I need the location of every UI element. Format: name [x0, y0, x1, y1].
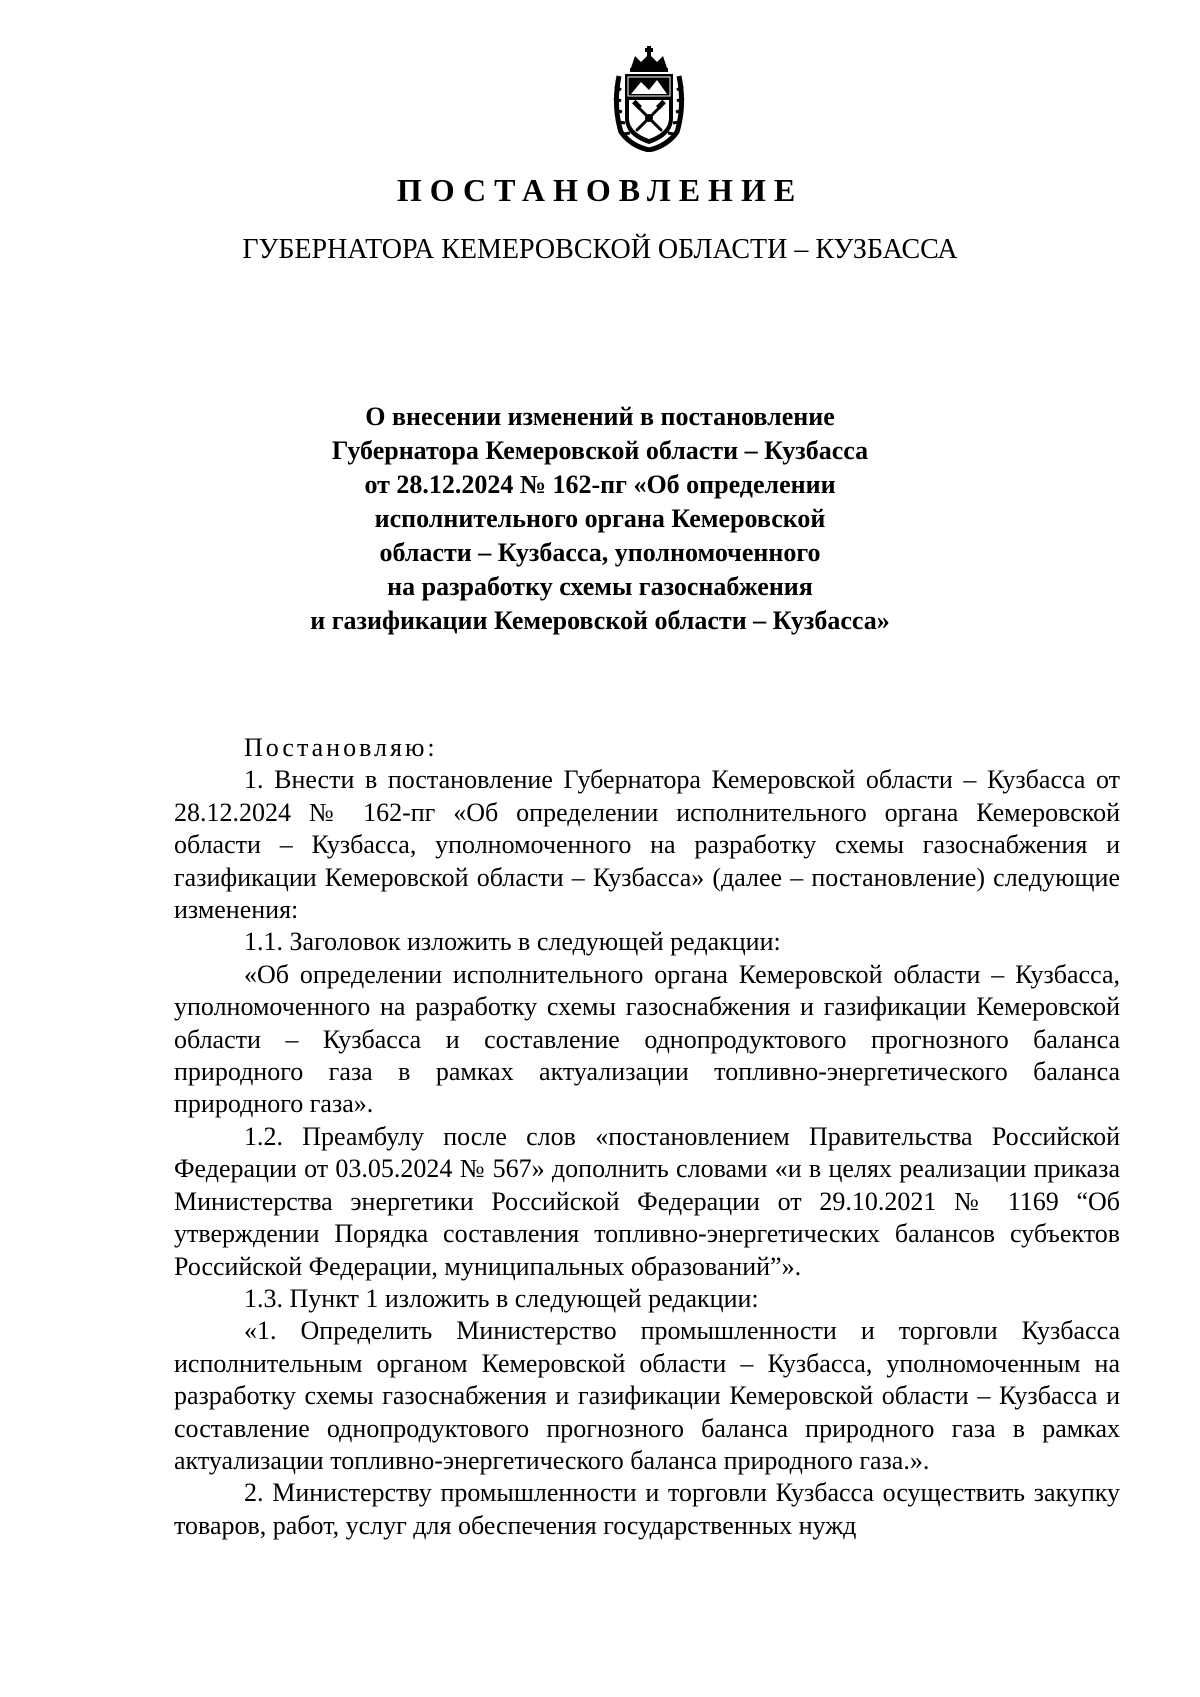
title-line: от 28.12.2024 № 162-пг «Об определении: [364, 470, 836, 499]
body-paragraph: 2. Министерству промышленности и торговли Кузбасса осуществить закупку товаров, работ, услуг для обеспечения государственных нужд: [174, 1478, 1120, 1540]
body-paragraph: 1.1. Заголовок изложить в следующей редакции:: [244, 927, 781, 957]
kuzbass-coat-of-arms-icon: [611, 46, 687, 152]
title-line: О внесении изменений в постановление: [365, 402, 835, 431]
document-title: [300, 400, 900, 638]
body-paragraph: «Об определении исполнительного органа Кемеровской области – Кузбасса, уполномоченного на разработку схемы газоснабжения и газификации Кемеровской области – Кузбасса и составление однопродуктового прогнозного баланса природного газа в рамках актуализации топливно-энергетического баланса природного газа».: [174, 959, 1120, 1119]
body-paragraph: 1. Внести в постановление Губернатора Кемеровской области – Кузбасса от 28.12.2024 № 162-пг «Об определении исполнительного органа Кемеровской области – Кузбасса, уполномоченного на разработку схемы газоснабжения и газификации Кемеровской области – Кузбасса» (далее – постановление) следующие изменения:: [174, 765, 1120, 925]
title-line: и газификации Кемеровской области – Кузбасса»: [310, 606, 890, 635]
decree-lead: Постановляю:: [244, 733, 438, 762]
document-body: [174, 732, 1120, 1542]
title-line: Губернатора Кемеровской области – Кузбасса: [331, 436, 869, 465]
body-paragraph: «1. Определить Министерство промышленности и торговли Кузбасса исполнительным органом Кемеровской области – Кузбасса, уполномоченным на разработку схемы газоснабжения и газификации Кемеровской области – Кузбасса и составление однопродуктового прогнозного баланса природного газа в рамках актуализации топливно-энергетического баланса природного газа.».: [174, 1316, 1120, 1475]
title-line: исполнительного органа Кемеровской: [374, 504, 826, 533]
title-line: на разработку схемы газоснабжения: [387, 572, 813, 601]
document-type-heading: ПОСТАНОВЛЕНИЕ: [396, 172, 804, 208]
title-line: области – Кузбасса, уполномоченного: [379, 538, 821, 567]
issuer-line: ГУБЕРНАТОРА КЕМЕРОВСКОЙ ОБЛАСТИ – КУЗБАССА: [242, 234, 958, 265]
body-paragraph: 1.3. Пункт 1 изложить в следующей редакции:: [244, 1283, 759, 1313]
body-paragraph: 1.2. Преамбулу после слов «постановлением Правительства Российской Федерации от 03.05.2024 № 567» дополнить словами «и в целях реализации приказа Министерства энергетики Российской Федерации от 29.10.2021 № 1169 “Об утверждении Порядка составления топливно-энергетических балансов субъектов Российской Федерации, муниципальных образований”».: [174, 1121, 1120, 1281]
